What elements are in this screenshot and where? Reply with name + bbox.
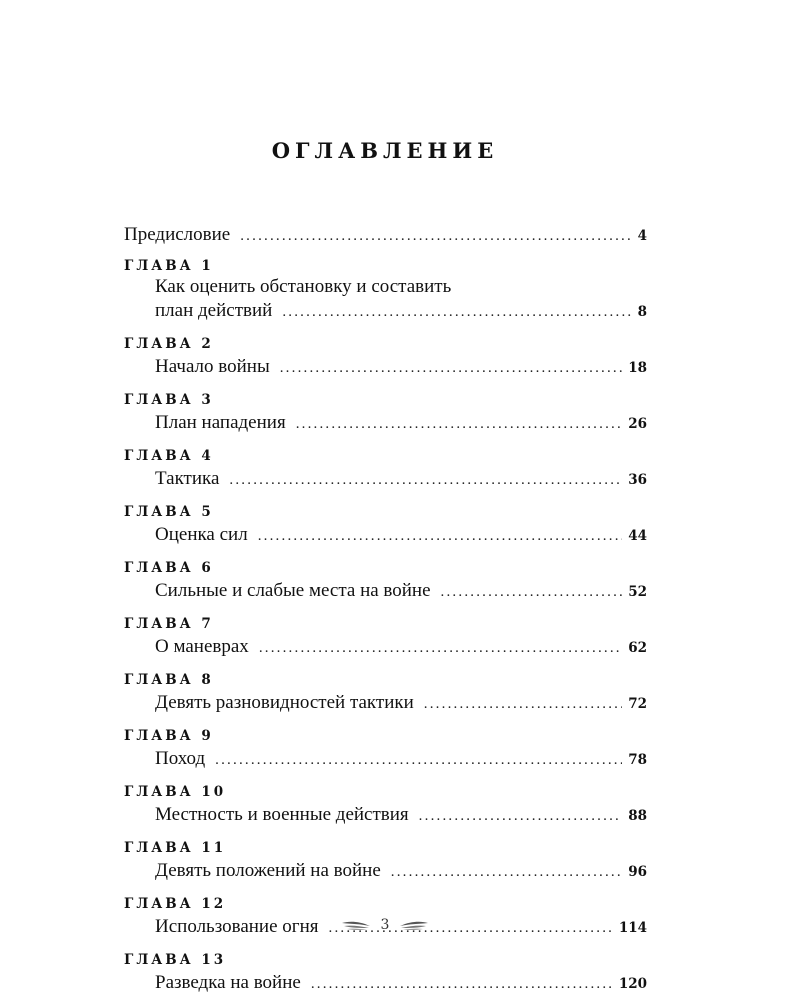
- entry-title: Тактика: [155, 468, 220, 489]
- toc-line: [124, 802, 647, 827]
- dot-leader: [280, 356, 622, 381]
- table-of-contents: [124, 222, 647, 1006]
- toc-entry-chapter-1: [124, 256, 647, 323]
- leaf-ornament-right-icon: [399, 919, 429, 931]
- page-number: 18: [628, 360, 647, 376]
- entry-title: Разведка на войне: [155, 972, 301, 993]
- chapter-label: ГЛАВА 11: [124, 840, 227, 856]
- page-number: 52: [628, 584, 647, 600]
- chapter-label: ГЛАВА 9: [124, 728, 214, 744]
- page-number: 96: [628, 864, 647, 880]
- chapter-label: ГЛАВА 8: [124, 672, 214, 688]
- toc-entry-chapter-3: [124, 390, 647, 435]
- toc-line: [124, 858, 647, 883]
- chapter-label: ГЛАВА 3: [124, 392, 214, 408]
- page-number: 72: [628, 696, 647, 712]
- entry-title: Местность и военные действия: [155, 804, 409, 825]
- entry-title: Предисловие: [124, 224, 231, 245]
- toc-entry-chapter-4: [124, 446, 647, 491]
- leaf-ornament-left-icon: [341, 919, 371, 931]
- page-number: 36: [628, 472, 647, 488]
- dot-leader: [215, 748, 622, 773]
- toc-entry-chapter-13: [124, 950, 647, 995]
- toc-entry-chapter-2: [124, 334, 647, 379]
- entry-title: план действий: [155, 300, 273, 321]
- entry-title: Поход: [155, 748, 206, 769]
- toc-entry-chapter-7: [124, 614, 647, 659]
- toc-line: [124, 690, 647, 715]
- dot-leader: [311, 972, 613, 997]
- dot-leader: [391, 860, 622, 885]
- toc-entry-chapter-10: [124, 782, 647, 827]
- entry-title: Оценка сил: [155, 524, 248, 545]
- chapter-label: ГЛАВА 1: [124, 258, 214, 274]
- toc-line: [124, 634, 647, 659]
- dot-leader: [419, 804, 623, 829]
- dot-leader: [240, 224, 631, 249]
- toc-line: [124, 222, 647, 247]
- toc-line: [124, 578, 647, 603]
- chapter-label: ГЛАВА 13: [124, 952, 227, 968]
- dot-leader: [258, 524, 623, 549]
- toc-line: [124, 746, 647, 771]
- chapter-label: ГЛАВА 4: [124, 448, 214, 464]
- page-number: 26: [628, 416, 647, 432]
- entry-title: О маневрах: [155, 636, 249, 657]
- page-number: 44: [628, 528, 647, 544]
- dot-leader: [229, 468, 622, 493]
- chapter-label: ГЛАВА 10: [124, 784, 227, 800]
- chapter-label: ГЛАВА 7: [124, 616, 214, 632]
- entry-title: Сильные и слабые места на войне: [155, 580, 431, 601]
- toc-line: [124, 466, 647, 491]
- toc-entry-chapter-6: [124, 558, 647, 603]
- dot-leader: [259, 636, 622, 661]
- entry-title-line1: Как оценить обстановку и составить: [155, 276, 452, 297]
- page-footer: [0, 917, 770, 933]
- toc-entry-chapter-5: [124, 502, 647, 547]
- chapter-label: ГЛАВА 2: [124, 336, 214, 352]
- page-number: 120: [618, 976, 647, 992]
- page-number: 4: [637, 228, 647, 244]
- page-number: 62: [628, 640, 647, 656]
- toc-entry-chapter-11: [124, 838, 647, 883]
- toc-entry-chapter-9: [124, 726, 647, 771]
- toc-line: [124, 970, 647, 995]
- toc-line: [124, 298, 647, 323]
- dot-leader: [282, 300, 631, 325]
- chapter-label: ГЛАВА 6: [124, 560, 214, 576]
- page-number: 8: [637, 304, 647, 320]
- entry-title: Девять разновидностей тактики: [155, 692, 414, 713]
- entry-title: Использование огня: [155, 916, 319, 937]
- chapter-label: ГЛАВА 5: [124, 504, 214, 520]
- toc-line: [124, 522, 647, 547]
- page-number: 88: [628, 808, 647, 824]
- dot-leader: [424, 692, 622, 717]
- page-number: 114: [618, 920, 647, 936]
- entry-title: План нападения: [155, 412, 286, 433]
- dot-leader: [296, 412, 623, 437]
- entry-title: Девять положений на войне: [155, 860, 381, 881]
- entry-title: Начало войны: [155, 356, 270, 377]
- page-number: 78: [628, 752, 647, 768]
- page-title: ОГЛАВЛЕНИЕ: [271, 138, 499, 163]
- toc-line: [124, 410, 647, 435]
- dot-leader: [441, 580, 623, 605]
- toc-line: [124, 354, 647, 379]
- toc-entry-preface: [124, 222, 647, 247]
- toc-entry-chapter-8: [124, 670, 647, 715]
- folio-page-number: 3: [380, 917, 390, 933]
- chapter-label: ГЛАВА 12: [124, 896, 227, 912]
